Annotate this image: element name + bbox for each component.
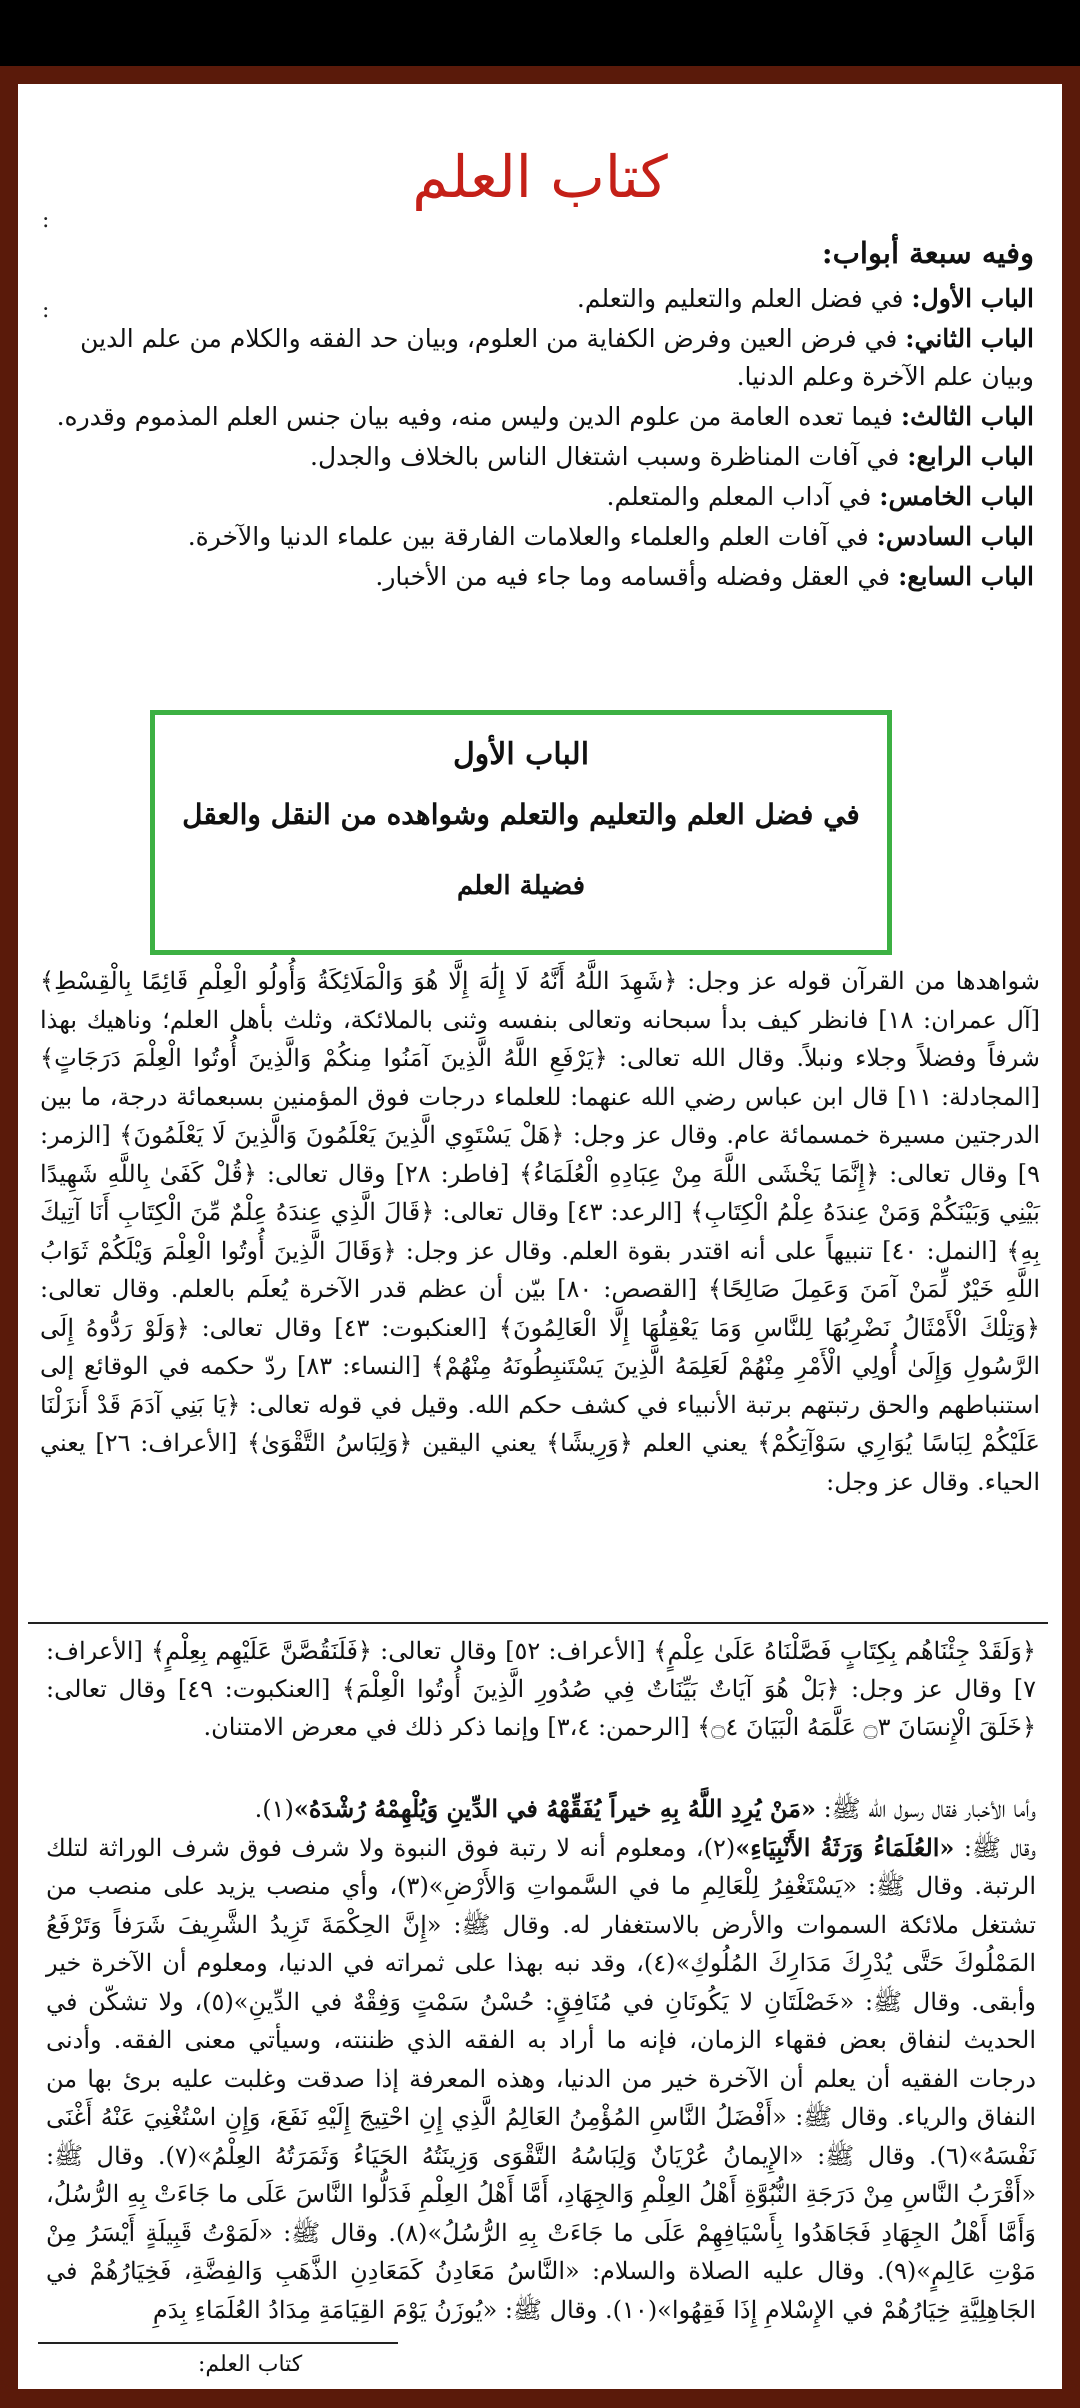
quran-evidence-continued: ﴿وَلَقَدْ جِئْنَاهُم بِكِتَابٍ فَصَّلْنَاهُ عَلَىٰ عِلْمٍ﴾ [الأعراف: ٥٢] وقال تعالى: ﴿فَلَنَقُصَّنَّ عَلَيْهِم بِعِلْمٍ﴾ [الأعراف: ٧] وقال عز وجل: ﴿بَلْ هُوَ آيَاتٌ بَيِّنَاتٌ فِي صُدُورِ الَّذِينَ أُوتُوا الْعِلْمَ﴾ [العنكبوت: ٤٩] وقال تعالى: ﴿خَلَقَ الْإِنسَانَ ۝٣ عَلَّمَهُ الْبَيَانَ ۝٤﴾ [الرحمن: ٣،٤] وإنما ذكر ذلك في معرض الامتنان. [46, 1637, 1037, 1741]
footnote-label: كتاب العلم: [198, 2352, 303, 2377]
chapter-text: في آفات العلم والعلماء والعلامات الفارقة بين علماء الدنيا والآخرة. [187, 522, 869, 551]
chapter-row [44, 438, 1034, 476]
chapter-text: فيما تعده العامة من علوم الدين وليس منه، وفيه بيان جنس العلم المذموم وقدره. [56, 402, 893, 431]
footnote-divider [38, 2342, 398, 2344]
chapter-heading: الباب الأول [452, 737, 590, 772]
chapter-text: في آداب المعلم والمتعلم. [606, 482, 872, 511]
chapter-text: في آفات المناظرة وسبب اشتغال الناس بالخلاف والجدل. [310, 442, 900, 471]
chapter-label: الباب الخامس: [879, 482, 1034, 511]
chapter-label: الباب الأول: [911, 284, 1034, 313]
chapter-text: في العقل وفضله وأقسامه وما جاء فيه من الأخبار. [375, 562, 891, 591]
chapter-label: الباب الثالث: [900, 402, 1034, 431]
margin-mark: : [42, 208, 50, 233]
chapter-row [44, 518, 1034, 556]
quran-evidence-paragraph: شواهدها من القرآن قوله عز وجل: ﴿شَهِدَ اللَّهُ أَنَّهُ لَا إِلَٰهَ إِلَّا هُوَ وَالْمَلَائِكَةُ وَأُولُو الْعِلْمِ قَائِمًا بِالْقِسْطِ﴾ [آل عمران: ١٨] فانظر كيف بدأ سبحانه وتعالى بنفسه وثنى بالملائكة، وثلث بأهل العلم؛ وناهيك بهذا شرفاً وفضلاً وجلاء ونبلاً. وقال الله تعالى: ﴿يَرْفَعِ اللَّهُ الَّذِينَ آمَنُوا مِنكُمْ وَالَّذِينَ أُوتُوا الْعِلْمَ دَرَجَاتٍ﴾ [المجادلة: ١١] قال ابن عباس رضي الله عنهما: للعلماء درجات فوق المؤمنين بسبعمائة درجة، ما بين الدرجتين مسيرة خمسمائة عام. وقال عز وجل: ﴿هَلْ يَسْتَوِي الَّذِينَ يَعْلَمُونَ وَالَّذِينَ لَا يَعْلَمُونَ﴾ [الزمر: ٩] وقال تعالى: ﴿إِنَّمَا يَخْشَى اللَّهَ مِنْ عِبَادِهِ الْعُلَمَاءُ﴾ [فاطر: ٢٨] وقال تعالى: ﴿قُلْ كَفَىٰ بِاللَّهِ شَهِيدًا بَيْنِي وَبَيْنَكُمْ وَمَنْ عِندَهُ عِلْمُ الْكِتَابِ﴾ [الرعد: ٤٣] وقال تعالى: ﴿قَالَ الَّذِي عِندَهُ عِلْمٌ مِّنَ الْكِتَابِ أَنَا آتِيكَ بِهِ﴾ [النمل: ٤٠] تنبيهاً على أنه اقتدر بقوة العلم. وقال عز وجل: ﴿وَقَالَ الَّذِينَ أُوتُوا الْعِلْمَ وَيْلَكُمْ ثَوَابُ اللَّهِ خَيْرٌ لِّمَنْ آمَنَ وَعَمِلَ صَالِحًا﴾ [القصص: ٨٠] بيّن أن عظم قدر الآخرة يُعلَم بالعلم. وقال تعالى: ﴿وَتِلْكَ الْأَمْثَالُ نَضْرِبُهَا لِلنَّاسِ وَمَا يَعْقِلُهَا إِلَّا الْعَالِمُونَ﴾ [العنكبوت: ٤٣] وقال تعالى: ﴿وَلَوْ رَدُّوهُ إِلَى الرَّسُولِ وَإِلَىٰ أُولِي الْأَمْرِ مِنْهُمْ لَعَلِمَهُ الَّذِينَ يَسْتَنبِطُونَهُ مِنْهُمْ﴾ [النساء: ٨٣] ردّ حكمه في الوقائع إلى استنباطهم والحق رتبتهم برتبة الأنبياء في كشف حكم الله. وقيل في قوله تعالى: ﴿يَا بَنِي آدَمَ قَدْ أَنزَلْنَا عَلَيْكُمْ لِبَاسًا يُوَارِي سَوْآتِكُمْ﴾ يعني العلم ﴿وَرِيشًا﴾ يعني اليقين ﴿وَلِبَاسُ التَّقْوَىٰ﴾ [الأعراف: ٢٦] يعني الحياء. وقال عز وجل: [40, 967, 1041, 1496]
hadith-section [46, 1790, 1036, 2329]
section-divider [28, 1622, 1048, 1624]
chapter-label: الباب السادس: [876, 522, 1034, 551]
chapters-intro [44, 234, 1034, 598]
chapter-row [44, 478, 1034, 516]
hadith-text: «العُلَمَاءُ وَرَثَةُ الأَنْبِيَاءِ» [735, 1832, 955, 1862]
hadith-text: «مَنْ يُرِدِ اللَّهُ بِهِ خيراً يُفَقِّهْهُ في الدِّينِ وَيُلْهِمْهُ رُشْدَهُ» [293, 1794, 816, 1823]
chapter-label: الباب الرابع: [907, 442, 1034, 471]
chapter-text: في فضل العلم والتعليم والتعلم. [576, 284, 904, 313]
footnote-ref: (١). [254, 1795, 294, 1823]
chapter-label: الباب السابع: [898, 562, 1034, 591]
margin-mark: : [42, 298, 50, 323]
hadith-paragraph-1 [46, 1790, 1036, 1829]
hadith-continuation: (٢)، ومعلوم أنه لا رتبة فوق النبوة ولا شرف فوق شرف الوراثة لتلك الرتبة. وقال ﷺ: «يَسْتَغْفِرُ لِلْعَالِمِ ما في السَّمواتِ وَالأَرْضِ»(٣)، وأي منصب يزيد على منصب من تشتغل ملائكة السموات والأرض بالاستغفار له. وقال ﷺ: «إِنَّ الحِكْمَةَ تَزِيدُ الشَّرِيفَ شَرَفاً وَتَرْفَعُ المَمْلُوكَ حَتَّى يُدْرِكَ مَدَارِكَ المُلُوكِ»(٤)، وقد نبه بهذا على ثمراته في الدنيا، ومعلوم أن الآخرة خير وأبقى. وقال ﷺ: «خَصْلَتَانِ لا يَكُونَانِ في مُنَافِقٍ: حُسْنُ سَمْتٍ وَفِقْهٌ في الدِّينِ»(٥)، ولا تشكّن في الحديث لنفاق بعض فقهاء الزمان، فإنه ما أراد به الفقه الذي ظننته، وسيأتي معنى الفقه. وأدنى درجات الفقيه أن يعلم أن الآخرة خير من الدنيا، وهذه المعرفة إذا صدقت وغلبت عليه برئ بها من النفاق والرياء. وقال ﷺ: «أَفْضَلُ النَّاسِ المُؤْمِنُ العَالِمُ الَّذِي إِنِ احْتِيجَ إِلَيْهِ نَفَعَ، وَإِنِ اسْتُغْنِيَ عَنْهُ أَغْنَى نَفْسَهُ»(٦). وقال ﷺ: «الإِيمانُ عُرْيَانٌ وَلِبَاسُهُ التَّقْوَى وَزِينَتُهُ الحَيَاءُ وَثَمَرَتُهُ العِلْمُ»(٧). وقال ﷺ: «أَقْرَبُ النَّاسِ مِنْ دَرَجَةِ النُّبُوَّةِ أَهْلُ العِلْمِ وَالجِهَادِ، أَمَّا أَهْلُ العِلْمِ فَدَلُّوا النَّاسَ عَلَى ما جَاءَتْ بِهِ الرُّسُلُ، وَأَمَّا أَهْلُ الجِهَادِ فَجَاهَدُوا بِأَسْيَافِهِمْ عَلَى ما جَاءَتْ بِهِ الرُّسُلُ»(٨). وقال ﷺ: «لَمَوْتُ قَبِيلَةٍ أَيْسَرُ مِنْ مَوْتِ عَالِمٍ»(٩). وقال عليه الصلاة والسلام: «النَّاسُ مَعَادِنُ كَمَعَادِنِ الذَّهَبِ وَالفِضَّةِ، فَخِيَارُهُمْ في الجَاهِلِيَّةِ خِيَارُهُمْ في الإِسْلامِ إِذَا فَقِهُوا»(١٠). وقال ﷺ: «يُوزَنُ يَوْمَ القِيَامَةِ مِدَادُ العُلَمَاءِ بِدَمِ [46, 1833, 1037, 2324]
chapter-heading-box [150, 710, 892, 955]
section-heading: فضيلة العلم [456, 871, 586, 901]
chapter-label: الباب الثاني: [905, 324, 1034, 353]
hadith-paragraph-2 [46, 1829, 1036, 2330]
chapter-row [44, 398, 1034, 436]
book-title: كتاب العلم [412, 142, 668, 211]
chapter-subheading: في فضل العلم والتعليم والتعلم وشواهده من النقل والعقل [182, 798, 860, 831]
chapter-row [44, 558, 1034, 596]
chapter-text: في فرض العين وفرض الكفاية من العلوم، وبيان حد الفقه والكلام من علم الدين وبيان علم الآخرة وعلم الدنيا. [80, 324, 1034, 391]
chapters-header: وفيه سبعة أبواب: [821, 236, 1034, 270]
chapter-row [44, 280, 1034, 318]
book-page [18, 84, 1062, 2389]
hadith-intro: وقال ﷺ: [954, 1833, 1037, 1862]
hadith-intro: وأما الأخبار فقال رسول الله ﷺ: [815, 1795, 1036, 1823]
chapter-row [44, 320, 1034, 396]
